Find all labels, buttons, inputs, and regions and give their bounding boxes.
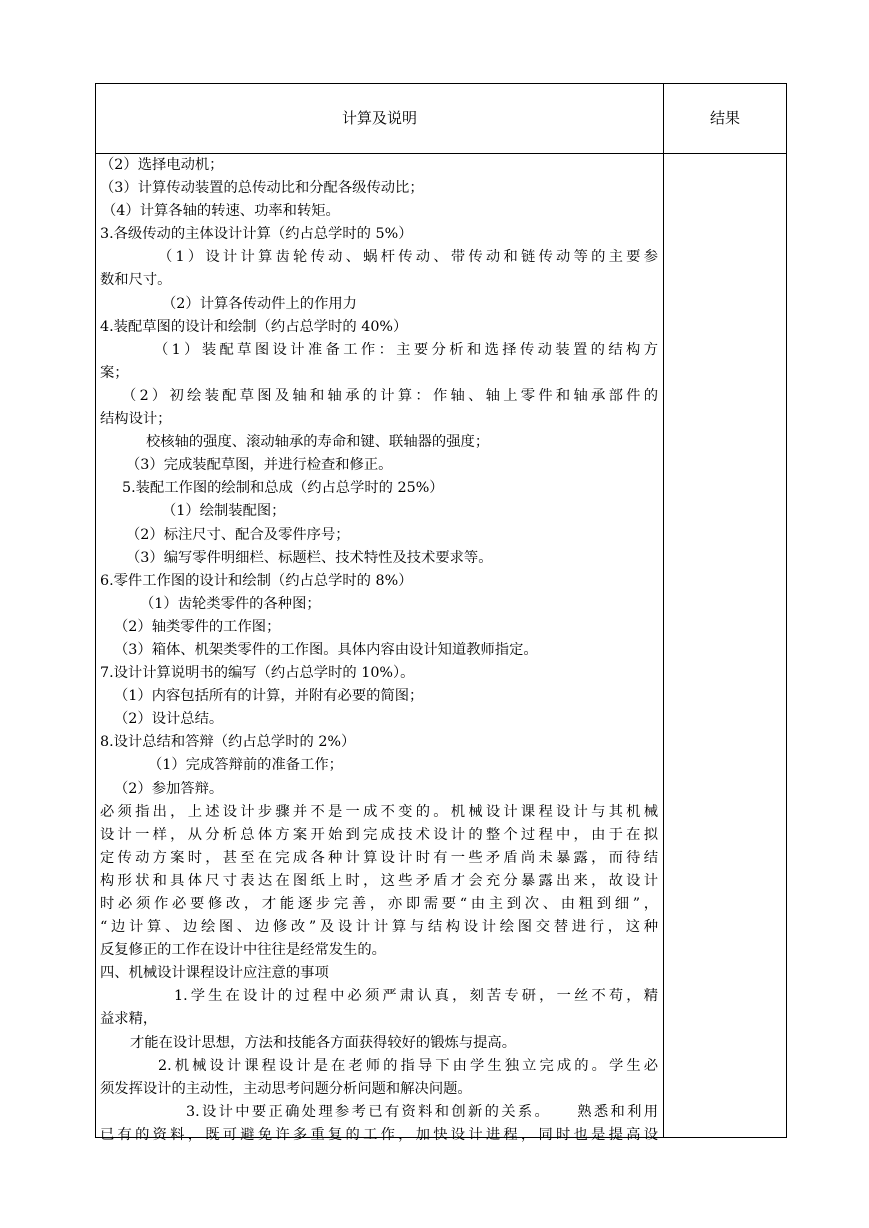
text-line: 3.设计中要正确处理参考已有资料和创新的关系。 熟悉和利用 bbox=[186, 1103, 658, 1120]
calculation-text-body bbox=[100, 154, 658, 1147]
text-line: （1）设计计算齿轮传动、蜗杆传动、带传动和链传动等的主要参 bbox=[158, 249, 658, 266]
text-line: （1）完成答辩前的准备工作； bbox=[148, 757, 343, 774]
header-calculation-explanation: 计算及说明 bbox=[341, 109, 417, 127]
text-line: （2）初绘装配草图及轴和轴承的计算：作轴、轴上零件和轴承部件的 bbox=[122, 387, 658, 404]
text-line: 须发挥设计的主动性，主动思考问题分析问题和解决问题。 bbox=[100, 1080, 472, 1097]
text-line: 设计一样，从分析总体方案开始到完成技术设计的整个过程中，由于在拟 bbox=[100, 826, 658, 843]
text-line: 4.装配草图的设计和绘制（约占总学时的 40%） bbox=[100, 318, 408, 335]
text-line: 反复修正的工作在设计中往往是经常发生的。 bbox=[100, 942, 386, 959]
text-line: 3.各级传动的主体设计计算（约占总学时的 5%） bbox=[100, 226, 413, 243]
text-line: （2）计算各传动件上的作用力 bbox=[162, 295, 357, 312]
text-line: （2）选择电动机； bbox=[100, 157, 224, 173]
text-line: 6.零件工作图的设计和绘制（约占总学时的 8%） bbox=[100, 572, 413, 589]
text-line: 构形状和具体尺寸表达在图纸上时，这些矛盾才会充分暴露出来，故设计 bbox=[100, 872, 658, 889]
text-line: （4）计算各轴的转速、功率和转矩。 bbox=[102, 203, 340, 220]
text-line: 必须指出，上述设计步骤并不是一成不变的。机械设计课程设计与其机械 bbox=[100, 803, 658, 820]
text-line: 时必须作必要修改，才能逐步完善，亦即需要“由主到次、由粗到细”， bbox=[100, 896, 658, 912]
text-line: 5.装配工作图的绘制和总成（约占总学时的 25%） bbox=[122, 480, 444, 497]
text-line: 1.学生在设计的过程中必须严肃认真，刻苦专研，一丝不苟，精 bbox=[174, 988, 658, 1005]
text-line: 结构设计； bbox=[100, 411, 172, 428]
text-line: （3）计算传动装置的总传动比和分配各级传动比； bbox=[100, 180, 424, 197]
header-result: 结果 bbox=[709, 109, 740, 127]
content-table bbox=[95, 83, 787, 1143]
text-line: （3）编写零件明细栏、标题栏、技术特性及技术要求等。 bbox=[126, 549, 493, 566]
text-line: “边计算、边绘图、边修改”及设计计算与结构设计绘图交替进行，这种 bbox=[100, 919, 658, 936]
text-line: （3）完成装配草图，并进行检查和修正。 bbox=[126, 457, 393, 474]
text-line: 才能在设计思想，方法和技能各方面获得较好的锻炼与提高。 bbox=[130, 1034, 517, 1051]
text-line: 数和尺寸。 bbox=[100, 272, 172, 289]
text-line: （3）箱体、机架类零件的工作图。具体内容由设计知道教师指定。 bbox=[114, 641, 538, 658]
text-line: 2.机械设计课程设计是在老师的指导下由学生独立完成的。学生必 bbox=[158, 1057, 658, 1074]
text-line: （1）齿轮类零件的各种图； bbox=[140, 595, 321, 612]
text-line: 校核轴的强度、滚动轴承的寿命和键、联轴器的强度； bbox=[146, 434, 490, 451]
column-divider bbox=[663, 84, 664, 1137]
text-line: （2）参加答辩。 bbox=[114, 780, 224, 797]
text-line: 益求精， bbox=[100, 1011, 158, 1028]
text-line: 8.设计总结和答辩（约占总学时的 2%） bbox=[100, 734, 356, 751]
text-line: （2）标注尺寸、配合及零件序号； bbox=[126, 526, 350, 543]
text-line: 已有的资料，既可避免许多重复的工作，加快设计进程，同时也是提高设 bbox=[100, 1126, 658, 1143]
text-line: 7.设计计算说明书的编写（约占总学时的 10%）。 bbox=[100, 665, 415, 682]
text-line: 案； bbox=[100, 364, 129, 381]
text-line: （2）设计总结。 bbox=[114, 711, 224, 728]
text-line: （1）内容包括所有的计算，并附有必要的简图； bbox=[114, 688, 424, 705]
text-line: 定传动方案时，甚至在完成各种计算设计时有一些矛盾尚未暴露，而待结 bbox=[100, 849, 658, 866]
text-line: （1）绘制装配图； bbox=[162, 503, 286, 520]
text-line: 四、机械设计课程设计应注意的事项 bbox=[100, 965, 329, 982]
text-line: （1）装配草图设计准备工作：主要分析和选择传动装置的结构方 bbox=[154, 341, 658, 358]
text-line: （2）轴类零件的工作图； bbox=[114, 618, 281, 635]
